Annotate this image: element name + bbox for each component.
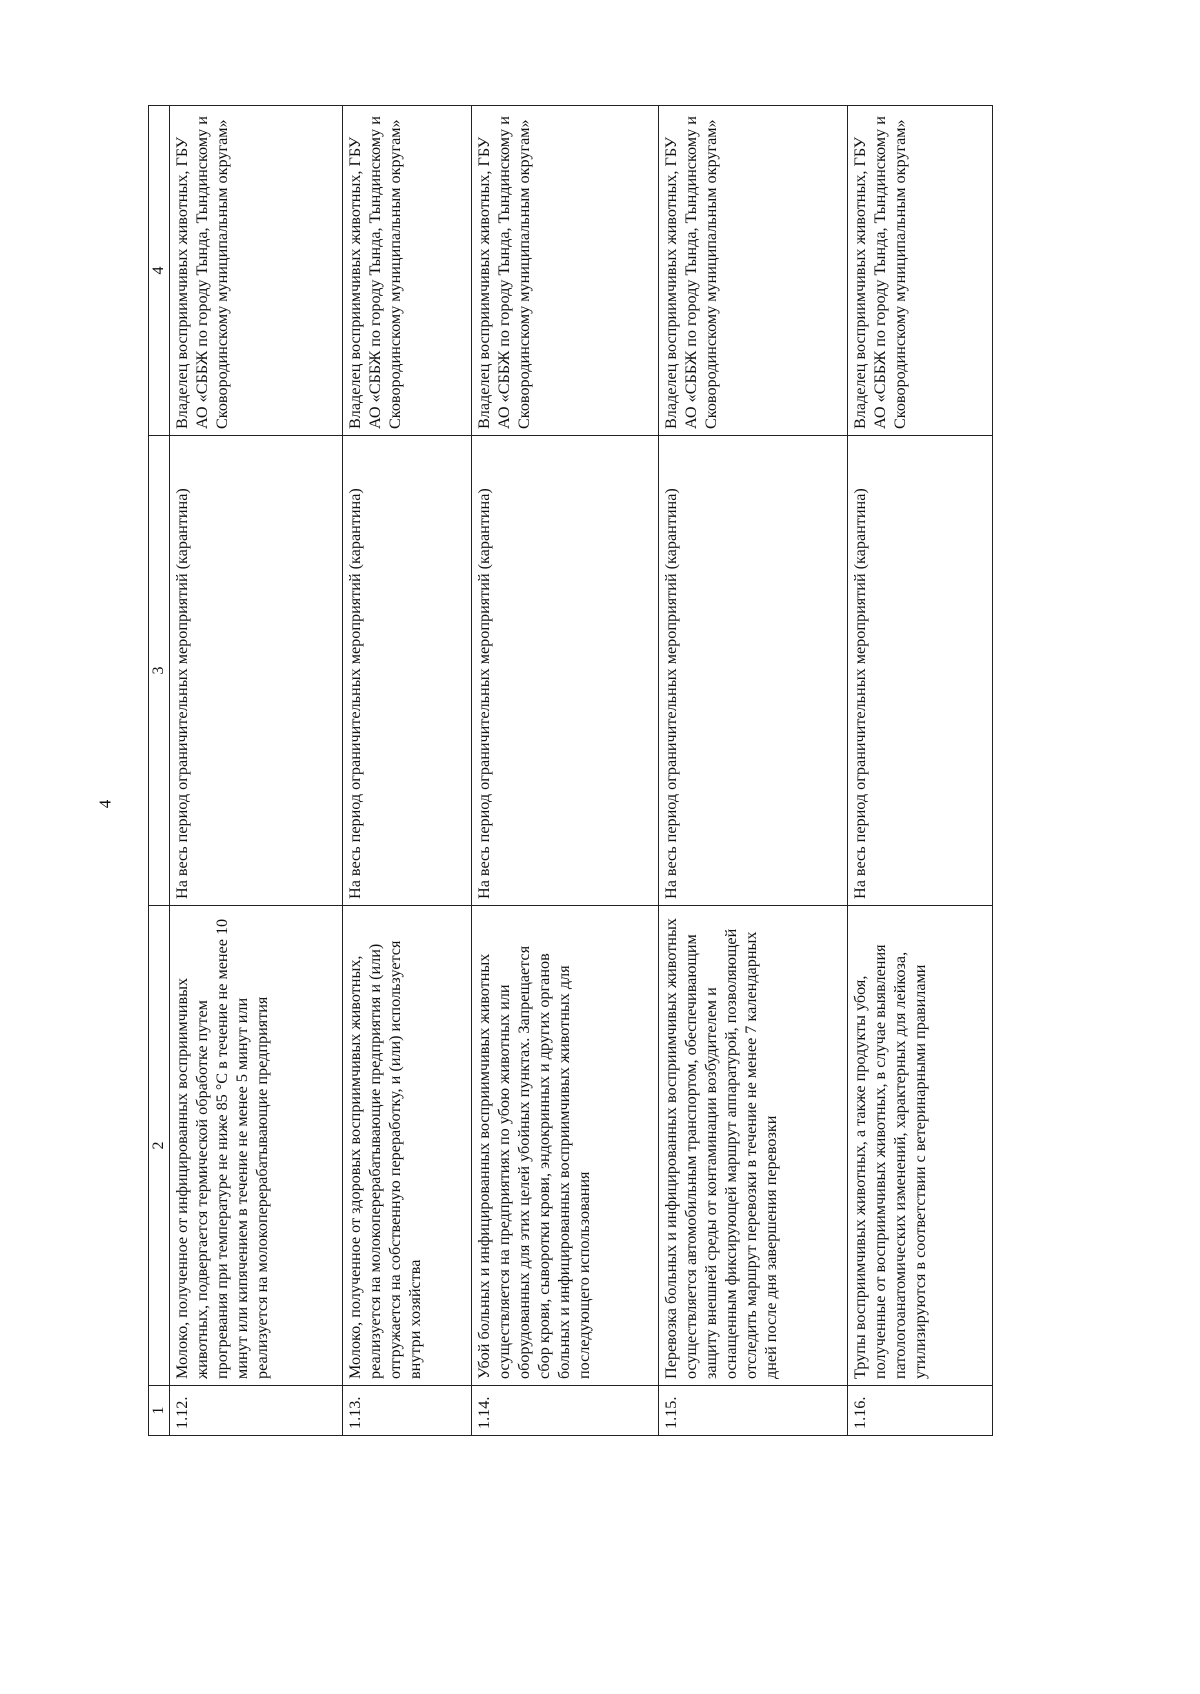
table-row — [170, 106, 343, 1436]
period-text: На весь период ограничительных мероприятий (карантина) — [848, 436, 993, 906]
table-header-row — [149, 106, 170, 1436]
table-row — [659, 106, 848, 1436]
responsible-text: Владелец восприимчивых животных, ГБУ АО «СББЖ по городу Тында, Тындинскому и Сковородинскому муниципальным округам» — [343, 106, 472, 436]
column-header-1: 1 — [149, 1386, 170, 1436]
measures-table — [148, 105, 993, 1436]
measure-text: Молоко, полученное от инфицированных восприимчивых животных, подвергается термической обработке путем прогревания при температуре не ниже 85 °С в течение не менее 10 минут или кипячением в течение не менее 5 минут или реализуется на молокоперерабатывающие предприятия — [170, 906, 343, 1386]
period-text: На весь период ограничительных мероприятий (карантина) — [170, 436, 343, 906]
row-number: 1.12. — [170, 1386, 343, 1436]
row-number: 1.13. — [343, 1386, 472, 1436]
rotated-page-content — [148, 106, 998, 1436]
measure-text: Трупы восприимчивых животных, а также продукты убоя, полученные от восприимчивых животных, в случае выявления патологоанатомических изменений, характерных для лейкоза, утилизируются в соответствии с ветеринарными правилами — [848, 906, 993, 1386]
row-number: 1.14. — [472, 1386, 659, 1436]
measure-text: Молоко, полученное от здоровых восприимчивых животных, реализуется на молокоперерабатывающие предприятия и (или) отгружается на собственную переработку, и (или) используется внутри хозяйства — [343, 906, 472, 1386]
column-header-3: 3 — [149, 436, 170, 906]
measure-text: Перевозка больных и инфицированных восприимчивых животных осуществляется автомобильным транспортом, обеспечивающим защиту внешней среды от контаминации возбудителем и оснащенным фиксирующей маршрут аппаратурой, позволяющей отследить маршрут перевозки в течение не менее 7 календарных дней после дня завершения перевозки — [659, 906, 848, 1386]
responsible-text: Владелец восприимчивых животных, ГБУ АО «СББЖ по городу Тында, Тындинскому и Сковородинскому муниципальным округам» — [848, 106, 993, 436]
table-row — [343, 106, 472, 1436]
table-row — [472, 106, 659, 1436]
row-number: 1.16. — [848, 1386, 993, 1436]
responsible-text: Владелец восприимчивых животных, ГБУ АО «СББЖ по городу Тында, Тындинскому и Сковородинскому муниципальным округам» — [170, 106, 343, 436]
measure-text: Убой больных и инфицированных восприимчивых животных осуществляется на предприятиях по убою животных или оборудованных для этих целей убойных пунктах. Запрещается сбор крови, сыворотки крови, эндокринных и других органов больных и инфицированных восприимчивых животных для последующего использования — [472, 906, 659, 1386]
period-text: На весь период ограничительных мероприятий (карантина) — [472, 436, 659, 906]
column-header-4: 4 — [149, 106, 170, 436]
responsible-text: Владелец восприимчивых животных, ГБУ АО «СББЖ по городу Тында, Тындинскому и Сковородинскому муниципальным округам» — [472, 106, 659, 436]
responsible-text: Владелец восприимчивых животных, ГБУ АО «СББЖ по городу Тында, Тындинскому и Сковородинскому муниципальным округам» — [659, 106, 848, 436]
column-header-2: 2 — [149, 906, 170, 1386]
table-row — [848, 106, 993, 1436]
page-number: 4 — [95, 799, 115, 809]
period-text: На весь период ограничительных мероприятий (карантина) — [343, 436, 472, 906]
row-number: 1.15. — [659, 1386, 848, 1436]
period-text: На весь период ограничительных мероприятий (карантина) — [659, 436, 848, 906]
